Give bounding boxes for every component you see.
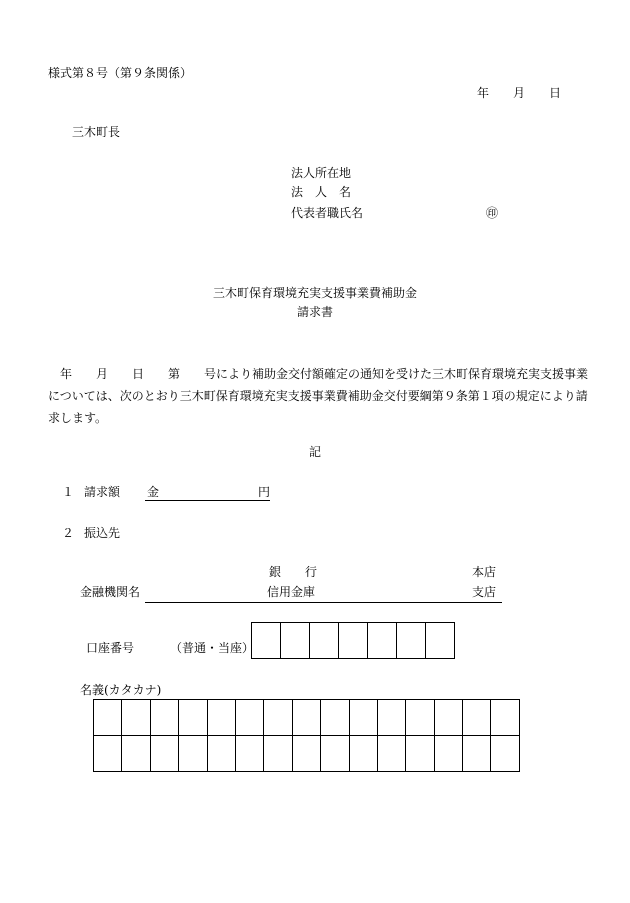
bank-name-field[interactable] xyxy=(145,602,502,603)
account-type-label: （普通・当座） xyxy=(170,641,255,655)
account-digit-cell[interactable] xyxy=(397,623,426,659)
bank-type-bank: 銀 行 xyxy=(269,565,318,579)
account-digit-cell[interactable] xyxy=(252,623,281,659)
account-digit-cell[interactable] xyxy=(368,623,397,659)
account-digit-cell[interactable] xyxy=(426,623,455,659)
name-kana-cell[interactable] xyxy=(292,736,320,772)
name-kana-cell[interactable] xyxy=(349,700,377,736)
name-kana-cell[interactable] xyxy=(122,736,150,772)
document-subtitle: 請求書 xyxy=(296,305,333,319)
item2-label: 振込先 xyxy=(84,526,121,540)
name-kana-cell[interactable] xyxy=(491,736,519,772)
name-kana-cell[interactable] xyxy=(377,736,405,772)
account-digit-cell[interactable] xyxy=(339,623,368,659)
addressee: 三木町長 xyxy=(72,125,121,139)
name-kana-grid xyxy=(93,699,520,772)
name-kana-cell[interactable] xyxy=(463,700,491,736)
name-kana-cell[interactable] xyxy=(406,736,434,772)
bank-type-credit: 信用金庫 xyxy=(267,585,316,599)
name-kana-cell[interactable] xyxy=(377,700,405,736)
name-kana-cell[interactable] xyxy=(235,700,263,736)
branch-sub-label: 支店 xyxy=(472,585,497,599)
branch-main-label: 本店 xyxy=(472,565,497,579)
name-kana-cell[interactable] xyxy=(321,700,349,736)
amount-unit: 円 xyxy=(258,485,271,499)
date-day-label: 日 xyxy=(549,86,562,100)
date-year-label: 年 xyxy=(477,86,490,100)
bank-name-label: 金融機関名 xyxy=(80,585,141,599)
item1-label: 請求額 xyxy=(84,485,121,499)
name-kana-cell[interactable] xyxy=(292,700,320,736)
name-kana-cell[interactable] xyxy=(491,700,519,736)
name-kana-cell[interactable] xyxy=(94,736,122,772)
amount-field[interactable] xyxy=(145,500,270,501)
name-kana-cell[interactable] xyxy=(179,700,207,736)
amount-prefix: 金 xyxy=(147,485,160,499)
form-number: 様式第８号（第９条関係） xyxy=(48,66,193,80)
name-kana-cell[interactable] xyxy=(264,700,292,736)
name-kana-cell[interactable] xyxy=(406,700,434,736)
body-paragraph: 年 月 日 第 号により補助金交付額確定の通知を受けた三木町保育環境充実支援事業については、次のとおり三木町保育環境充実支援事業費補助金交付要綱第９条第１項の規定により請求します。 xyxy=(48,367,589,425)
name-kana-cell[interactable] xyxy=(434,736,462,772)
name-kana-cell[interactable] xyxy=(207,700,235,736)
date-month-label: 月 xyxy=(513,86,526,100)
name-kana-cell[interactable] xyxy=(122,700,150,736)
account-number-grid xyxy=(251,622,455,659)
name-kana-label: 名義(カタカナ) xyxy=(80,683,162,697)
name-kana-cell[interactable] xyxy=(264,736,292,772)
applicant-address-label: 法人所在地 xyxy=(291,166,352,180)
name-kana-cell[interactable] xyxy=(463,736,491,772)
name-kana-cell[interactable] xyxy=(207,736,235,772)
name-kana-cell[interactable] xyxy=(349,736,377,772)
item2-number: ２ xyxy=(62,526,75,540)
ki-heading: 記 xyxy=(308,445,321,459)
account-number-label: 口座番号 xyxy=(86,641,135,655)
applicant-name-label: 法 人 名 xyxy=(291,185,352,199)
name-kana-cell[interactable] xyxy=(434,700,462,736)
item1-number: １ xyxy=(62,485,75,499)
name-kana-cell[interactable] xyxy=(235,736,263,772)
applicant-representative-label: 代表者職氏名 xyxy=(291,206,364,220)
seal-mark: ㊞ xyxy=(486,206,499,220)
name-kana-cell[interactable] xyxy=(150,700,178,736)
document-title: 三木町保育環境充実支援事業費補助金 xyxy=(212,286,417,300)
name-kana-cell[interactable] xyxy=(150,736,178,772)
name-kana-cell[interactable] xyxy=(94,700,122,736)
account-digit-cell[interactable] xyxy=(310,623,339,659)
name-kana-cell[interactable] xyxy=(321,736,349,772)
account-digit-cell[interactable] xyxy=(281,623,310,659)
name-kana-cell[interactable] xyxy=(179,736,207,772)
